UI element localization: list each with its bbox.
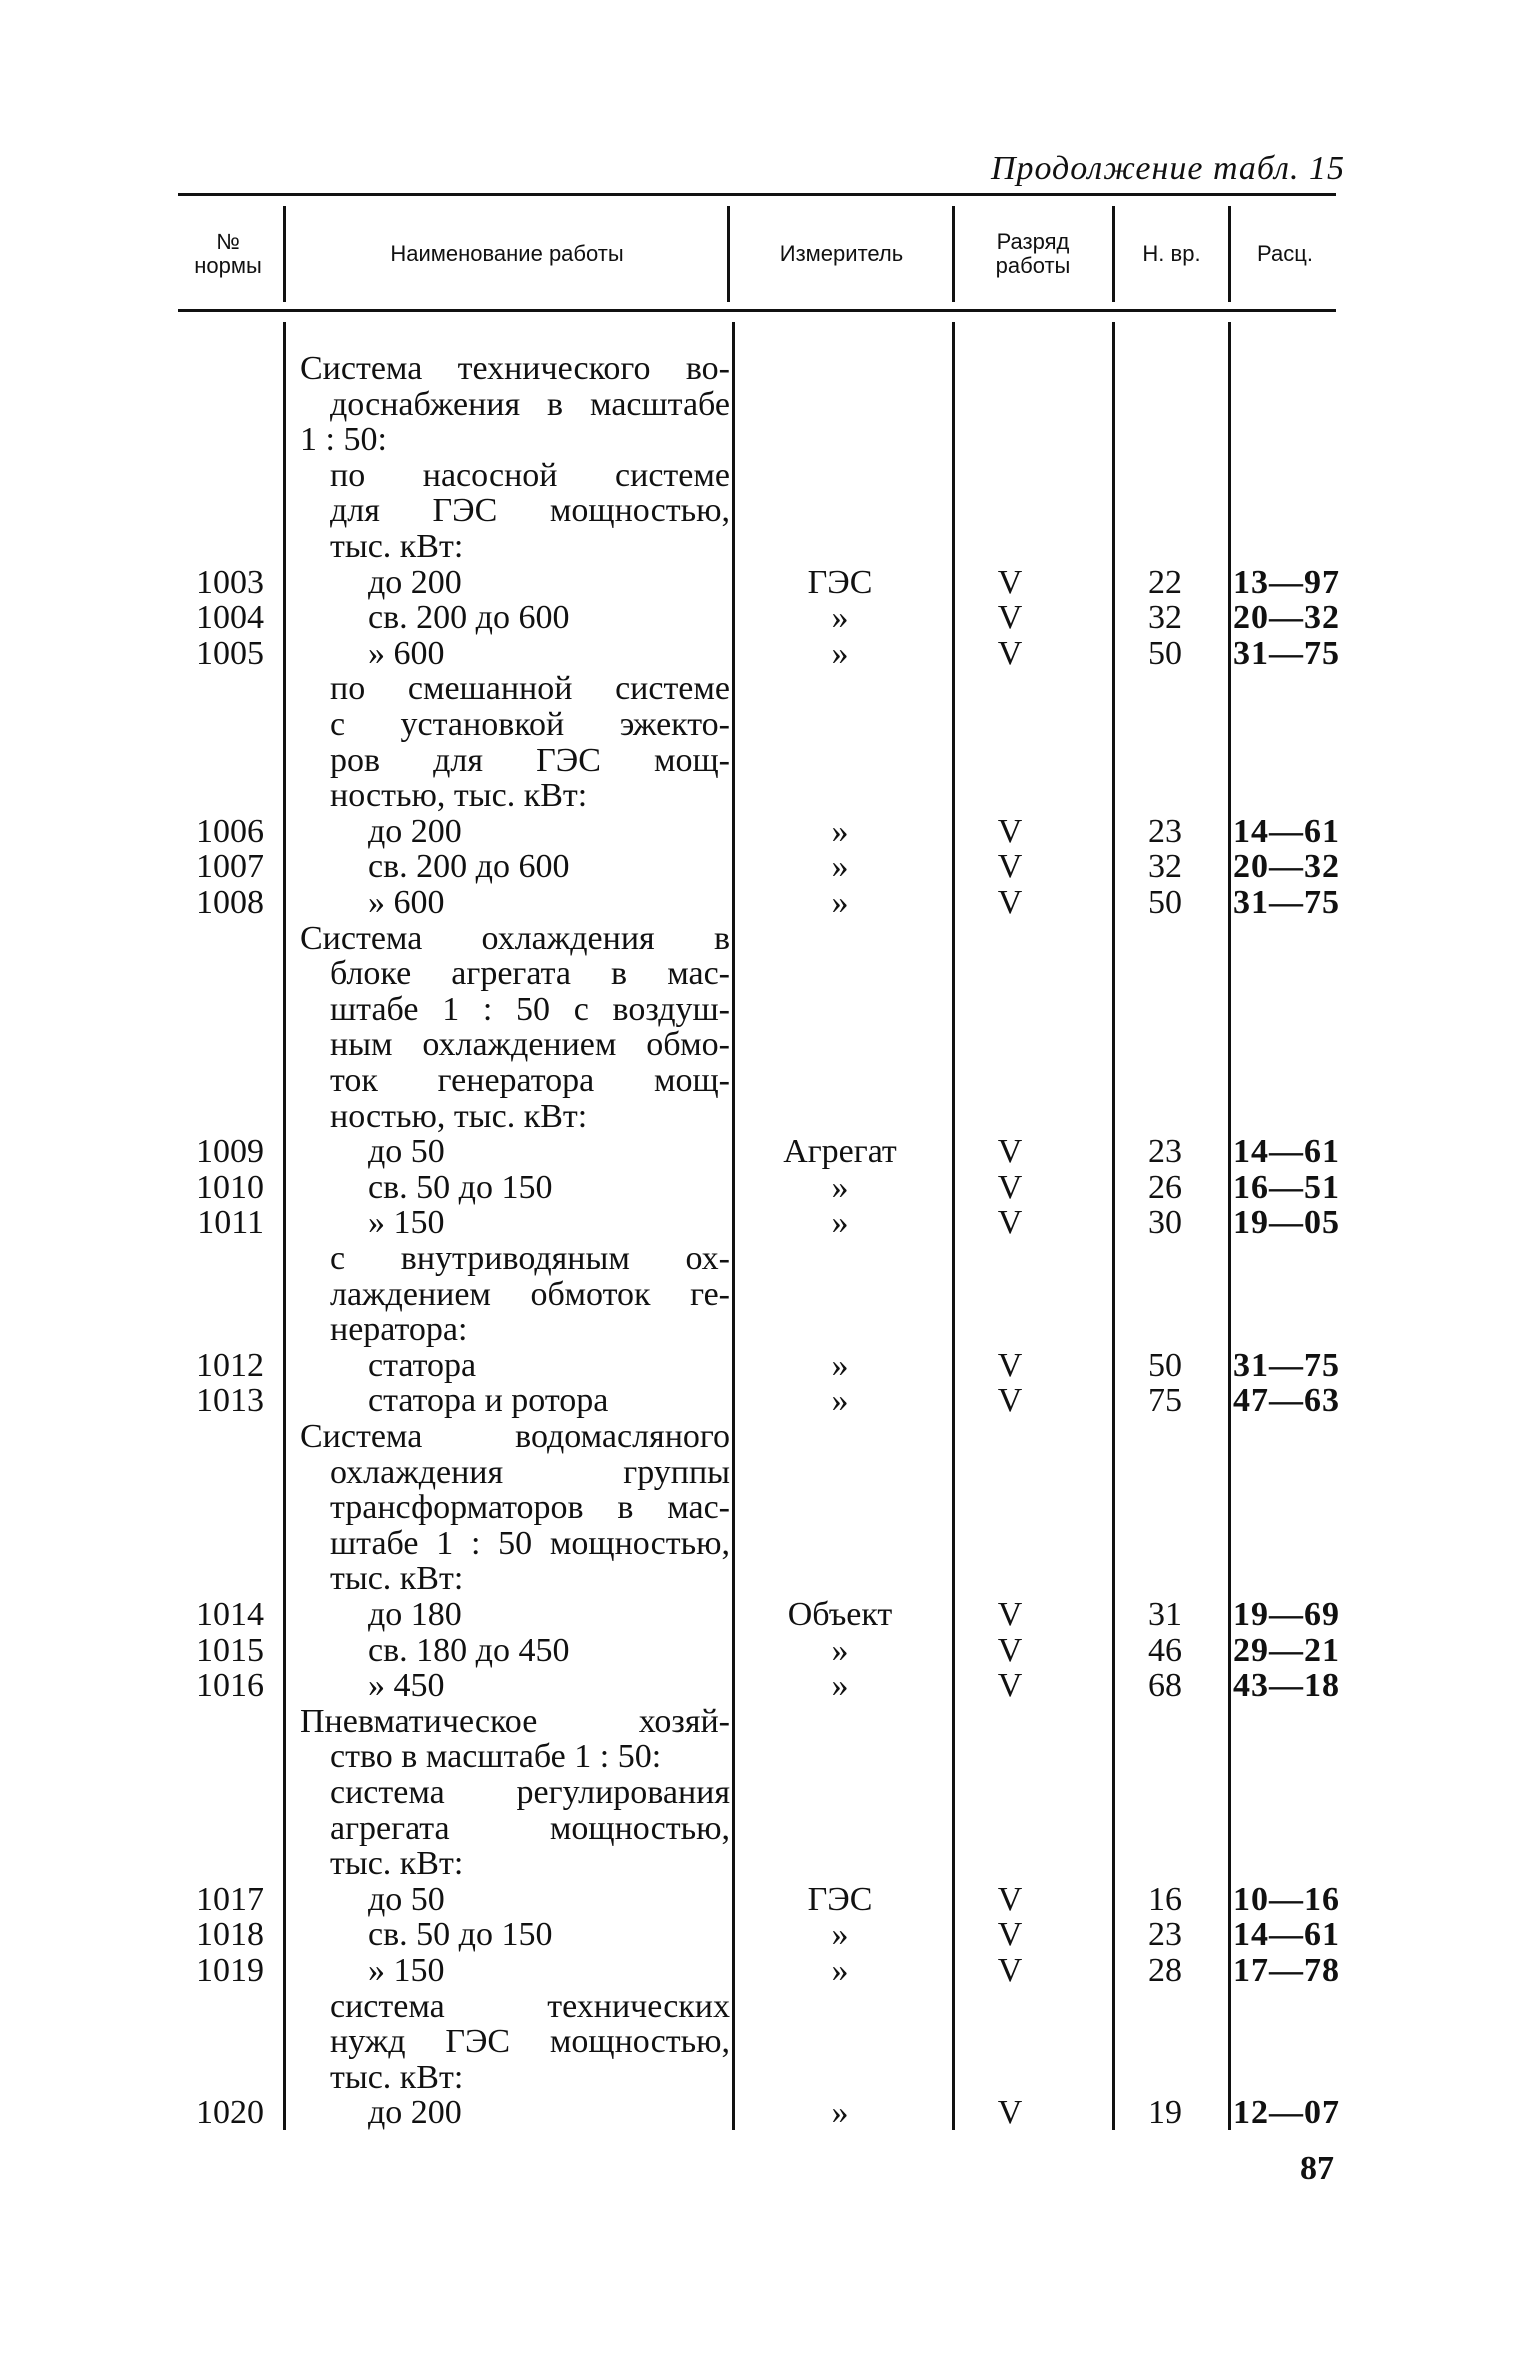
work-name-line: трансформаторов в мас-	[330, 1489, 730, 1526]
work-grade: V	[997, 2094, 1023, 2131]
work-name-line: » 450	[368, 1667, 445, 1704]
work-grade: V	[997, 1382, 1023, 1419]
measure-unit: ГЭС	[807, 564, 873, 601]
header-grade-line2: работы	[995, 253, 1071, 278]
header-divider-3	[952, 206, 955, 302]
norm-number: 1010	[196, 1169, 264, 1206]
work-name-line: штабе 1 : 50 мощностью,	[330, 1525, 730, 1562]
norm-number: 1009	[196, 1133, 264, 1170]
header-divider-2	[727, 206, 730, 302]
work-name-line: штабе 1 : 50 с воздуш-	[330, 991, 730, 1028]
work-name-line: до 50	[368, 1133, 445, 1170]
rate-value: 29—21	[1233, 1632, 1340, 1669]
work-name-line: св. 200 до 600	[368, 848, 570, 885]
work-name-line: ство в масштабе 1 : 50:	[330, 1738, 662, 1775]
work-name-line: охлаждения группы	[330, 1454, 730, 1491]
time-norm: 22	[1148, 564, 1182, 601]
norm-number: 1020	[196, 2094, 264, 2131]
work-name-line: блоке агрегата в мас-	[330, 955, 730, 992]
norm-number: 1013	[196, 1382, 264, 1419]
rate-value: 14—61	[1233, 1133, 1340, 1170]
header-divider-5	[1228, 206, 1231, 302]
work-name-line: » 150	[368, 1204, 445, 1241]
header-measure: Измеритель	[779, 241, 904, 266]
norm-number: 1007	[196, 848, 264, 885]
work-grade: V	[997, 1169, 1023, 1206]
header-number	[178, 206, 278, 302]
header-work-name: Наименование работы	[390, 241, 624, 266]
work-grade: V	[997, 599, 1023, 636]
norm-number: 1005	[196, 635, 264, 672]
work-grade: V	[997, 813, 1023, 850]
time-norm: 23	[1148, 1133, 1182, 1170]
work-name-line: до 200	[368, 2094, 462, 2131]
work-name-line: нератора:	[330, 1311, 468, 1348]
work-grade: V	[997, 1881, 1023, 1918]
rate-value: 31—75	[1233, 1347, 1340, 1384]
measure-unit: ГЭС	[807, 1881, 873, 1918]
work-name-line: 1 : 50:	[300, 421, 387, 458]
rate-value: 10—16	[1233, 1881, 1340, 1918]
time-norm: 32	[1148, 848, 1182, 885]
rate-value: 13—97	[1233, 564, 1340, 601]
page-number: 87	[1300, 2150, 1334, 2187]
time-norm: 50	[1148, 884, 1182, 921]
work-grade: V	[997, 564, 1023, 601]
norm-number: 1018	[196, 1916, 264, 1953]
measure-unit: »	[831, 848, 849, 885]
time-norm: 19	[1148, 2094, 1182, 2131]
header-number-word: нормы	[194, 253, 262, 278]
work-name-line: св. 200 до 600	[368, 599, 570, 636]
header-grade-line1: Разряд	[996, 229, 1070, 254]
measure-unit: »	[831, 1952, 849, 1989]
rate-value: 19—69	[1233, 1596, 1340, 1633]
work-name-line: статора	[368, 1347, 477, 1384]
rate-value: 20—32	[1233, 599, 1340, 636]
work-name-line: тыс. кВт:	[330, 1845, 464, 1882]
work-name-line: Система водомасляного	[300, 1418, 730, 1455]
work-name-line: тыс. кВт:	[330, 2059, 464, 2096]
measure-unit: »	[831, 813, 849, 850]
work-name-line: св. 50 до 150	[368, 1169, 553, 1206]
time-norm: 26	[1148, 1169, 1182, 1206]
work-grade: V	[997, 1596, 1023, 1633]
work-name-line: » 150	[368, 1952, 445, 1989]
work-name-line: до 200	[368, 564, 462, 601]
time-norm: 68	[1148, 1667, 1182, 1704]
time-norm: 75	[1148, 1382, 1182, 1419]
norm-number: 1017	[196, 1881, 264, 1918]
measure-unit: »	[831, 1632, 849, 1669]
table-caption: Продолжение табл. 15	[990, 150, 1345, 187]
header-rate: Расц.	[1257, 241, 1313, 266]
work-name-line: до 180	[368, 1596, 462, 1633]
work-name-line: ностью, тыс. кВт:	[330, 1098, 588, 1135]
work-name-line: с внутриводяным ох-	[330, 1240, 730, 1277]
rate-value: 14—61	[1233, 1916, 1340, 1953]
work-name-line: система регулирования	[330, 1774, 730, 1811]
measure-unit: Объект	[787, 1596, 893, 1633]
work-name-line: ток генератора мощ-	[330, 1062, 730, 1099]
norm-number: 1016	[196, 1667, 264, 1704]
measure-unit: »	[831, 1347, 849, 1384]
work-name-line: агрегата мощностью,	[330, 1810, 730, 1847]
rate-value: 14—61	[1233, 813, 1340, 850]
work-name-line: нужд ГЭС мощностью,	[330, 2023, 730, 2060]
measure-unit: »	[831, 1916, 849, 1953]
measure-unit: »	[831, 1667, 849, 1704]
rate-value: 19—05	[1233, 1204, 1340, 1241]
rate-value: 20—32	[1233, 848, 1340, 885]
measure-unit: Агрегат	[783, 1133, 897, 1170]
rate-value: 31—75	[1233, 884, 1340, 921]
work-name-line: статора и ротора	[368, 1382, 609, 1419]
work-grade: V	[997, 884, 1023, 921]
measure-unit: »	[831, 635, 849, 672]
work-name-line: лаждением обмоток ге-	[330, 1276, 730, 1313]
norm-number: 1008	[196, 884, 264, 921]
work-grade: V	[997, 1952, 1023, 1989]
rate-value: 43—18	[1233, 1667, 1340, 1704]
work-name-line: с установкой эжекто-	[330, 706, 730, 743]
table-header-rule	[178, 309, 1336, 312]
body-divider-2	[732, 322, 735, 2130]
work-grade: V	[997, 848, 1023, 885]
work-name-line: ным охлаждением обмо-	[330, 1026, 730, 1063]
work-name-line: св. 180 до 450	[368, 1632, 570, 1669]
body-divider-5	[1228, 322, 1231, 2130]
norm-number: 1012	[196, 1347, 264, 1384]
work-grade: V	[997, 1347, 1023, 1384]
header-grade	[958, 206, 1108, 302]
time-norm: 50	[1148, 635, 1182, 672]
work-name-line: » 600	[368, 884, 445, 921]
time-norm: 28	[1148, 1952, 1182, 1989]
work-name-line: до 50	[368, 1881, 445, 1918]
measure-unit: »	[831, 1382, 849, 1419]
header-hours: Н. вр.	[1142, 241, 1201, 266]
work-grade: V	[997, 1667, 1023, 1704]
norm-number: 1014	[196, 1596, 264, 1633]
work-name-line: для ГЭС мощностью,	[330, 492, 730, 529]
time-norm: 50	[1148, 1347, 1182, 1384]
rate-value: 47—63	[1233, 1382, 1340, 1419]
work-grade: V	[997, 1204, 1023, 1241]
rate-value: 17—78	[1233, 1952, 1340, 1989]
work-grade: V	[997, 1632, 1023, 1669]
work-name-line: доснабжения в масштабе	[330, 386, 730, 423]
time-norm: 32	[1148, 599, 1182, 636]
measure-unit: »	[831, 599, 849, 636]
header-divider-4	[1112, 206, 1115, 302]
norm-number: 1006	[196, 813, 264, 850]
rate-value: 12—07	[1233, 2094, 1340, 2131]
norm-number: 1019	[196, 1952, 264, 1989]
measure-unit: »	[831, 884, 849, 921]
norm-number: 1004	[196, 599, 264, 636]
body-divider-1	[283, 322, 286, 2130]
work-name-line: Система охлаждения в	[300, 920, 730, 957]
measure-unit: »	[831, 2094, 849, 2131]
work-name-line: Система технического во-	[300, 350, 730, 387]
measure-unit: »	[831, 1169, 849, 1206]
work-name-line: по насосной системе	[330, 457, 730, 494]
work-name-line: » 600	[368, 635, 445, 672]
table-top-rule	[178, 193, 1336, 196]
work-name-line: по смешанной системе	[330, 670, 730, 707]
time-norm: 31	[1148, 1596, 1182, 1633]
time-norm: 23	[1148, 1916, 1182, 1953]
norm-number: 1015	[196, 1632, 264, 1669]
work-name-line: св. 50 до 150	[368, 1916, 553, 1953]
time-norm: 30	[1148, 1204, 1182, 1241]
measure-unit: »	[831, 1204, 849, 1241]
work-name-line: тыс. кВт:	[330, 1560, 464, 1597]
work-name-line: до 200	[368, 813, 462, 850]
work-name-line: Пневматическое хозяй-	[300, 1703, 730, 1740]
rate-value: 16—51	[1233, 1169, 1340, 1206]
work-name-line: ров для ГЭС мощ-	[330, 742, 730, 779]
work-grade: V	[997, 1133, 1023, 1170]
norm-number: 1003	[196, 564, 264, 601]
work-grade: V	[997, 635, 1023, 672]
work-name-line: ностью, тыс. кВт:	[330, 777, 588, 814]
header-divider-1	[283, 206, 286, 302]
work-name-line: тыс. кВт:	[330, 528, 464, 565]
rate-value: 31—75	[1233, 635, 1340, 672]
time-norm: 46	[1148, 1632, 1182, 1669]
time-norm: 23	[1148, 813, 1182, 850]
work-name-line: система технических	[330, 1988, 730, 2025]
header-number-symbol: №	[216, 229, 240, 254]
work-grade: V	[997, 1916, 1023, 1953]
time-norm: 16	[1148, 1881, 1182, 1918]
norm-number: 1011	[197, 1204, 264, 1241]
